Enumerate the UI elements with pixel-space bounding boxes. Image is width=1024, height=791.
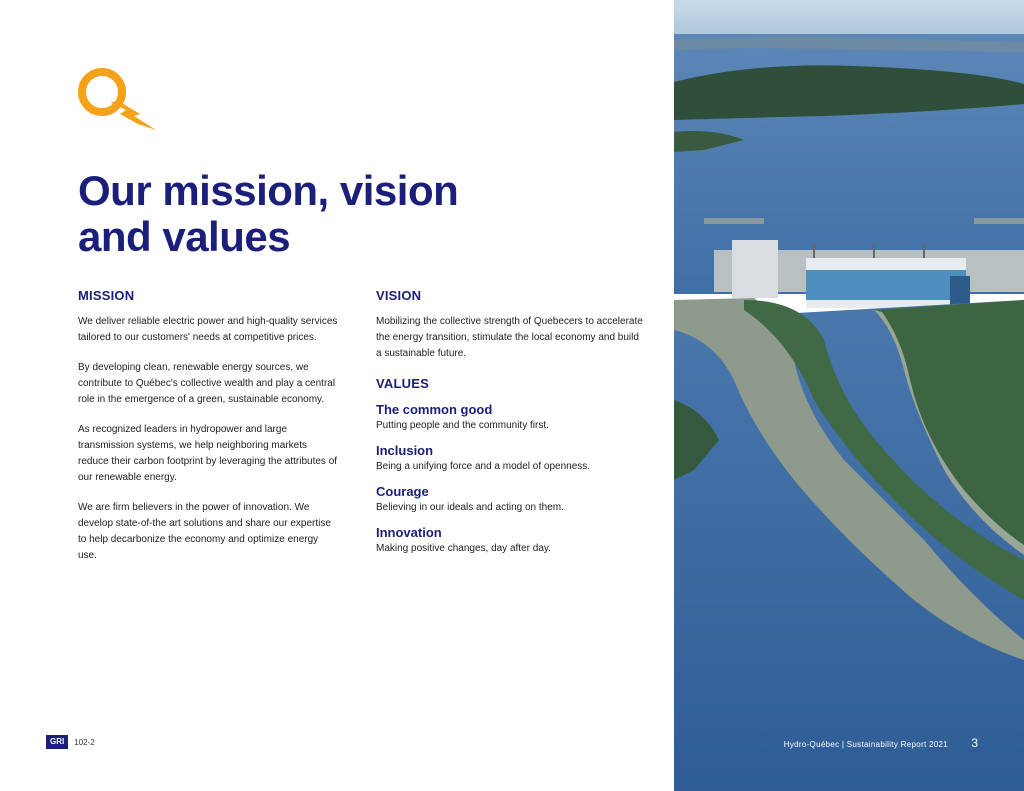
mission-heading: MISSION — [78, 288, 135, 303]
hydro-quebec-logo-icon — [76, 66, 160, 132]
mission-paragraph: We are firm believers in the power of innovation. We develop state-of-the art solutions and share our expertise to help decarbonize the economy and optimize energy use. — [78, 502, 331, 561]
gri-reference — [46, 735, 95, 749]
page-title — [78, 168, 638, 260]
values-heading: VALUES — [376, 376, 429, 391]
mission-paragraph: As recognized leaders in hydropower and large transmission systems, we help neighboring markets reduce their carbon footprint by leveraging the attributes of our renewable energy. — [78, 424, 338, 483]
value-item — [376, 402, 646, 433]
value-description: Making positive changes, day after day. — [376, 543, 551, 554]
value-item — [376, 443, 646, 474]
value-item — [376, 484, 646, 515]
vision-values-section — [376, 288, 646, 566]
mission-paragraph: By developing clean, renewable energy sources, we contribute to Québec's collective wealth and play a central role in the emergence of a green, sustainable economy. — [78, 362, 336, 405]
vision-text: Mobilizing the collective strength of Quebecers to accelerate the energy transition, stimulate the local economy and build a sustainable future. — [376, 316, 643, 359]
report-footer: Hydro-Québec | Sustainability Report 2021 — [783, 740, 948, 749]
mission-section — [78, 288, 338, 578]
vision-heading: VISION — [376, 288, 422, 303]
value-item — [376, 525, 646, 556]
value-name: The common good — [376, 402, 493, 417]
value-name: Courage — [376, 484, 429, 499]
mission-paragraph: We deliver reliable electric power and high-quality services tailored to our customers' needs at competitive prices. — [78, 316, 338, 343]
value-description: Being a unifying force and a model of openness. — [376, 461, 591, 472]
value-name: Inclusion — [376, 443, 434, 458]
gri-badge: GRI — [46, 735, 68, 749]
page-number: 3 — [971, 736, 978, 750]
gri-code: 102-2 — [74, 737, 95, 747]
title-line-2: and values — [78, 213, 291, 260]
aerial-photo — [674, 0, 1024, 791]
value-name: Innovation — [376, 525, 442, 540]
value-description: Believing in our ideals and acting on them. — [376, 502, 564, 513]
value-description: Putting people and the community first. — [376, 420, 549, 431]
title-line-1: Our mission, vision — [78, 167, 459, 214]
